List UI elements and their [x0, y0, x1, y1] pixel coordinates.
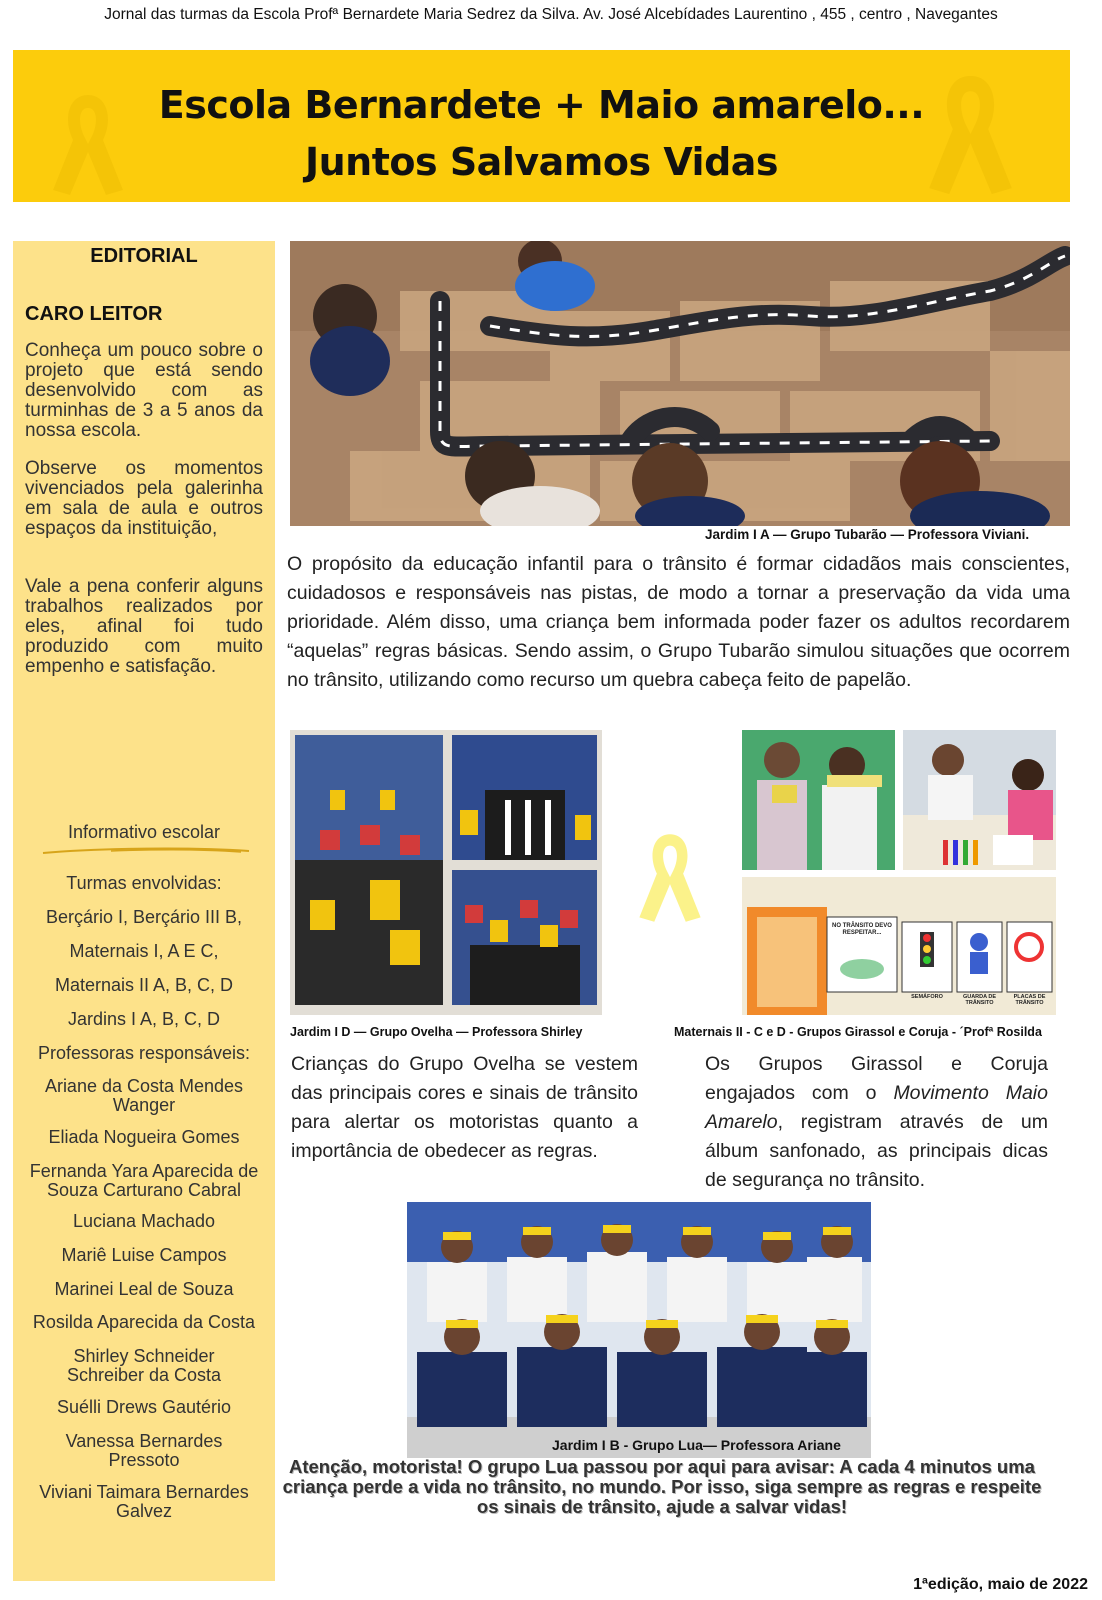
- caption-jardim-ib: Jardim I B - Grupo Lua— Professora Ariane: [552, 1437, 841, 1453]
- teacher-item: Marinei Leal de Souza: [54, 1279, 234, 1299]
- teacher-item: Luciana Machado: [72, 1211, 216, 1231]
- editorial-heading: EDITORIAL: [90, 245, 198, 267]
- photo-kids-drawing: [903, 730, 1056, 870]
- newspaper-header-line: Jornal das turmas da Escola Profª Bernardete Maria Sedrez da Silva. Av. José Alcebídades Laurentino , 455 , centro , Navegantes: [104, 6, 998, 23]
- teacher-item: Shirley Schneider Schreiber da Costa: [66, 1346, 222, 1385]
- title-banner: [13, 50, 1070, 202]
- photo-road-puzzle: [290, 241, 1070, 526]
- paragraph-ovelha: Crianças do Grupo Ovelha se vestem das principais cores e sinais de trânsito para alertar os motoristas quanto a importância de obedecer as regras.: [291, 1053, 638, 1162]
- album-label: PLACAS DE TRÂNSITO: [1013, 994, 1046, 1006]
- edition-footer: 1ªedição, maio de 2022: [913, 1576, 1088, 1593]
- informativo-heading: Informativo escolar: [67, 822, 221, 842]
- paragraph-girassol-coruja: [705, 1050, 1048, 1195]
- album-label: GUARDA DE TRÂNSITO: [962, 994, 997, 1006]
- caption-maternais-ii: Maternais II - C e D - Grupos Girassol e Coruja - ´Profª Rosilda: [674, 1025, 1042, 1039]
- album-label: NO TRÂNSITO DEVO RESPEITAR...: [832, 923, 892, 936]
- photo-kids-holding-cards: [742, 730, 895, 870]
- teacher-item: Viviani Taimara Bernardes Galvez: [39, 1482, 249, 1521]
- teacher-item: Mariê Luise Campos: [61, 1245, 227, 1265]
- caption-jardim-ia: Jardim I A — Grupo Tubarão — Professora Viviani.: [705, 527, 1030, 542]
- banner-title-line1: Escola Bernardete + Maio amarelo...: [158, 83, 925, 127]
- teacher-item: Ariane da Costa Mendes Wanger: [44, 1076, 244, 1115]
- editorial-paragraph: Conheça um pouco sobre o projeto que está sendo desenvolvido com as turminhas de 3 a 5 anos da nossa escola.: [25, 340, 263, 441]
- caption-jardim-id: Jardim I D — Grupo Ovelha — Professora Shirley: [290, 1025, 583, 1039]
- text-segment: Os Grupos Girassol e Coruja engajados com o: [705, 1053, 1048, 1104]
- teacher-item: Suélli Drews Gautério: [56, 1397, 232, 1417]
- banner-title-line2: Juntos Salvamos Vidas: [304, 140, 779, 184]
- turmas-label: Turmas envolvidas:: [66, 873, 222, 893]
- photo-grupo-lua: [407, 1202, 871, 1458]
- editorial-sidebar: [13, 241, 275, 1581]
- paragraph-tubarao: O propósito da educação infantil para o trânsito é formar cidadãos mais conscientes, cuidadosos e responsáveis nas pistas, de modo a tornar a preservação da vida uma prioridade. Além disso, uma criança bem informada poder fazer os adultos recordarem “aquelas” regras básicas. Sendo assim, o Grupo Tubarão simulou situações que ocorrem no trânsito, utilizando como recurso um quebra cabeça feito de papelão.: [287, 553, 1070, 691]
- turma-item: Maternais II A, B, C, D: [54, 975, 234, 995]
- teacher-item: Eliada Nogueira Gomes: [48, 1127, 240, 1147]
- driver-alert-message: Atenção, motorista! O grupo Lua passou por aqui para avisar: A cada 4 minutos uma criança perde a vida no trânsito, no mundo. Por isso, siga sempre as regras e respeite os sinais de trânsito, ajude a salvar vidas!: [282, 1456, 1042, 1517]
- turma-item: Berçário I, Berçário III B,: [45, 907, 243, 927]
- turma-item: Jardins I A, B, C, D: [67, 1009, 221, 1029]
- teacher-item: Fernanda Yara Aparecida de Souza Carturano Cabral: [29, 1161, 259, 1200]
- teacher-item: Rosilda Aparecida da Costa: [32, 1312, 256, 1332]
- yellow-ribbon-icon: [635, 828, 705, 928]
- text-segment: , registram através de um álbum sanfonado, as principais dicas de segurança no trânsito.: [705, 1111, 1048, 1191]
- editorial-paragraph: Observe os momentos vivenciados pela galerinha em sala de aula e outros espaços da instituição,: [25, 458, 263, 539]
- photo-collage-ovelha: [290, 730, 602, 1015]
- editorial-paragraph: Vale a pena conferir alguns trabalhos realizados por eles, afinal foi tudo produzido com muito empenho e satisfação.: [25, 576, 263, 677]
- album-label: SEMÁFORO: [911, 994, 943, 1000]
- turma-item: Maternais I, A E C,: [69, 941, 219, 961]
- professoras-label: Professoras responsáveis:: [37, 1043, 251, 1063]
- underline-stroke: [41, 845, 251, 857]
- photo-accordion-album: [742, 877, 1056, 1015]
- movement-name: Movimento Maio Amarelo: [705, 1082, 1048, 1133]
- teacher-item: Vanessa Bernardes Pressoto: [65, 1431, 223, 1470]
- greeting-heading: CARO LEITOR: [25, 303, 163, 325]
